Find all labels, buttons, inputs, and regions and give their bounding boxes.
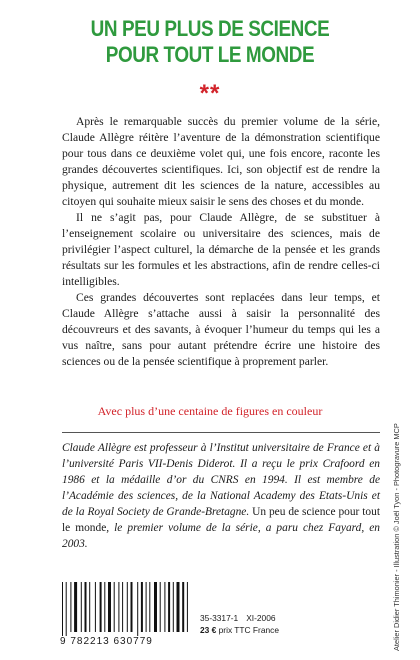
barcode-bar xyxy=(108,582,111,632)
barcode-bar xyxy=(95,582,96,632)
barcode-bar xyxy=(146,582,147,632)
title-line-1: UN PEU PLUS DE SCIENCE xyxy=(90,16,330,41)
credits-vertical: Atelier Didier Thimonier - Illustration © Joël Tyon - Photogravure MCP xyxy=(392,423,401,651)
blurb-paragraph-1: Après le remarquable succès du premier volume de la série, Claude Allègre réitère l’aventure de la démonstration scientifique pour tous dans ce deuxième volet qui, une fois encore, raconte les grandes découvertes scientifiques. Ici, son objectif est de rendre la physique, autrement dit les sciences de la nature, accessibles au citoyen qui souhaite mieux saisir le sens des choses et du monde. xyxy=(62,115,380,208)
author-bio-text-end: , le premier volume de la série, a paru chez Fayard, en 2003. xyxy=(62,522,381,550)
publisher-info xyxy=(200,612,279,636)
barcode-bar xyxy=(89,582,90,632)
barcode-bars xyxy=(60,582,188,636)
barcode-bar xyxy=(177,582,180,632)
barcode-bar xyxy=(154,582,157,632)
divider xyxy=(62,432,380,433)
blurb-paragraph-2: Il ne s’agit pas, pour Claude Allègre, de se substituer à l’enseignement scolaire ou universitaire des sciences, mais de privilégier l’aspect culturel, la démarche de la pensée et les grands résultats sur les formules et les abstractions, afin de rendre celles-ci intelligibles. xyxy=(62,211,380,288)
publisher-ref: 35-3317-1 xyxy=(200,613,239,623)
author-bio xyxy=(62,440,380,552)
barcode-bar xyxy=(70,582,71,632)
barcode-bar xyxy=(127,582,128,632)
barcode-bar xyxy=(173,582,174,632)
barcode-bar xyxy=(66,582,67,636)
figures-highlight: Avec plus d’une centaine de figures en couleur xyxy=(97,404,323,418)
barcode-bar xyxy=(85,582,87,632)
blurb xyxy=(62,114,380,370)
barcode-bar xyxy=(81,582,82,632)
barcode xyxy=(60,582,188,636)
barcode-bar xyxy=(104,582,105,632)
barcode-bar xyxy=(100,582,102,632)
barcode-bar xyxy=(118,582,119,632)
barcode-bar xyxy=(149,582,150,632)
barcode-bar xyxy=(160,582,161,632)
price-label: prix TTC France xyxy=(218,625,279,635)
barcode-bar xyxy=(141,582,143,632)
publisher-date: XI-2006 xyxy=(246,613,276,623)
cover-title xyxy=(55,16,365,68)
blurb-paragraph-3: Ces grandes découvertes sont replacées dans leur temps, et Claude Allègre s’attache aussi à saisir la personnalité des découvreurs et des savants, à évoquer l’humeur du temps qui les a vus naître, sans pour autant prétendre écrire une histoire des sciences ou de la pensée scientifique à proprement parler. xyxy=(62,291,380,368)
barcode-bar xyxy=(182,582,184,632)
barcode-bar xyxy=(187,582,188,632)
barcode-bar xyxy=(114,582,115,632)
barcode-bar xyxy=(131,582,133,632)
barcode-bar xyxy=(137,582,138,636)
barcode-bar xyxy=(74,582,77,632)
volume-stars: ** xyxy=(199,80,221,107)
barcode-bar xyxy=(164,582,165,632)
previous-book-title: Un peu de science pour tout le monde xyxy=(62,506,380,534)
barcode-bar xyxy=(122,582,123,632)
barcode-bar xyxy=(168,582,170,632)
barcode-bar xyxy=(62,582,63,636)
price: 23 € xyxy=(200,625,217,635)
title-line-2: POUR TOUT LE MONDE xyxy=(105,42,315,67)
barcode-number: 9 782213 630779 xyxy=(60,636,153,647)
author-bio-text: Claude Allègre est professeur à l’Institut universitaire de France et à l’université Paris VII-Denis Diderot. Il a reçu le prix Crafoord en 1986 et la médaille d’or du CNRS en 1994. Il est membre de l’Académie des sciences, de la National Academy des Etats-Unis et de la Royal Society de Grande-Bretagne. xyxy=(62,442,380,518)
